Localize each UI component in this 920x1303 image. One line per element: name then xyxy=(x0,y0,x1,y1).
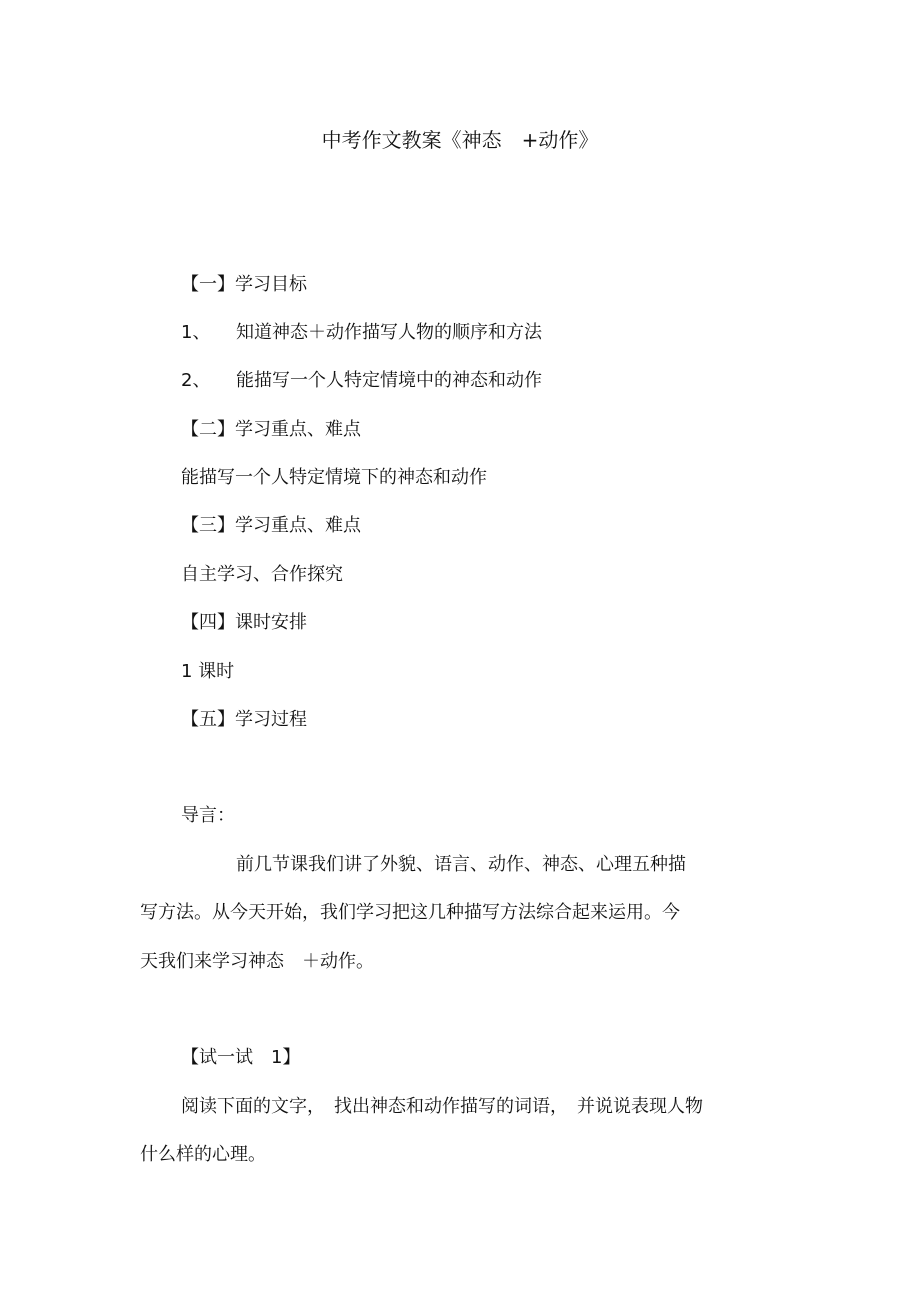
document-title: 中考作文教案《神态 +动作》 xyxy=(321,128,599,152)
intro-line-3: 天我们来学习神态 ＋动作。 xyxy=(140,951,374,972)
section-heading-key-points: 【二】学习重点、难点 xyxy=(181,419,361,440)
key-points-body: 能描写一个人特定情境下的神态和动作 xyxy=(181,467,487,488)
section-heading-goals: 【一】学习目标 xyxy=(181,274,307,295)
goal-item-2-number: 2、 xyxy=(181,370,211,391)
goal-item-2-text: 能描写一个人特定情境中的神态和动作 xyxy=(236,370,542,391)
methods-body: 自主学习、合作探究 xyxy=(181,564,343,585)
exercise-line-1: 阅读下面的文字， 找出神态和动作描写的词语， 并说说表现人物 xyxy=(181,1096,703,1117)
schedule-body: 1 课时 xyxy=(181,661,235,682)
intro-line-1: 前几节课我们讲了外貌、语言、动作、神态、心理五种描 xyxy=(236,854,686,875)
section-heading-schedule: 【四】课时安排 xyxy=(181,612,307,633)
section-heading-process: 【五】学习过程 xyxy=(181,709,307,730)
intro-line-2: 写方法。从今天开始，我们学习把这几种描写方法综合起来运用。今 xyxy=(140,902,680,923)
intro-label: 导言： xyxy=(181,805,235,826)
section-heading-methods: 【三】学习重点、难点 xyxy=(181,515,361,536)
goal-item-1-text: 知道神态＋动作描写人物的顺序和方法 xyxy=(236,322,542,343)
exercise-line-2: 什么样的心理。 xyxy=(140,1144,266,1165)
exercise-heading: 【试一试 1】 xyxy=(181,1047,301,1068)
goal-item-1-number: 1、 xyxy=(181,322,211,343)
